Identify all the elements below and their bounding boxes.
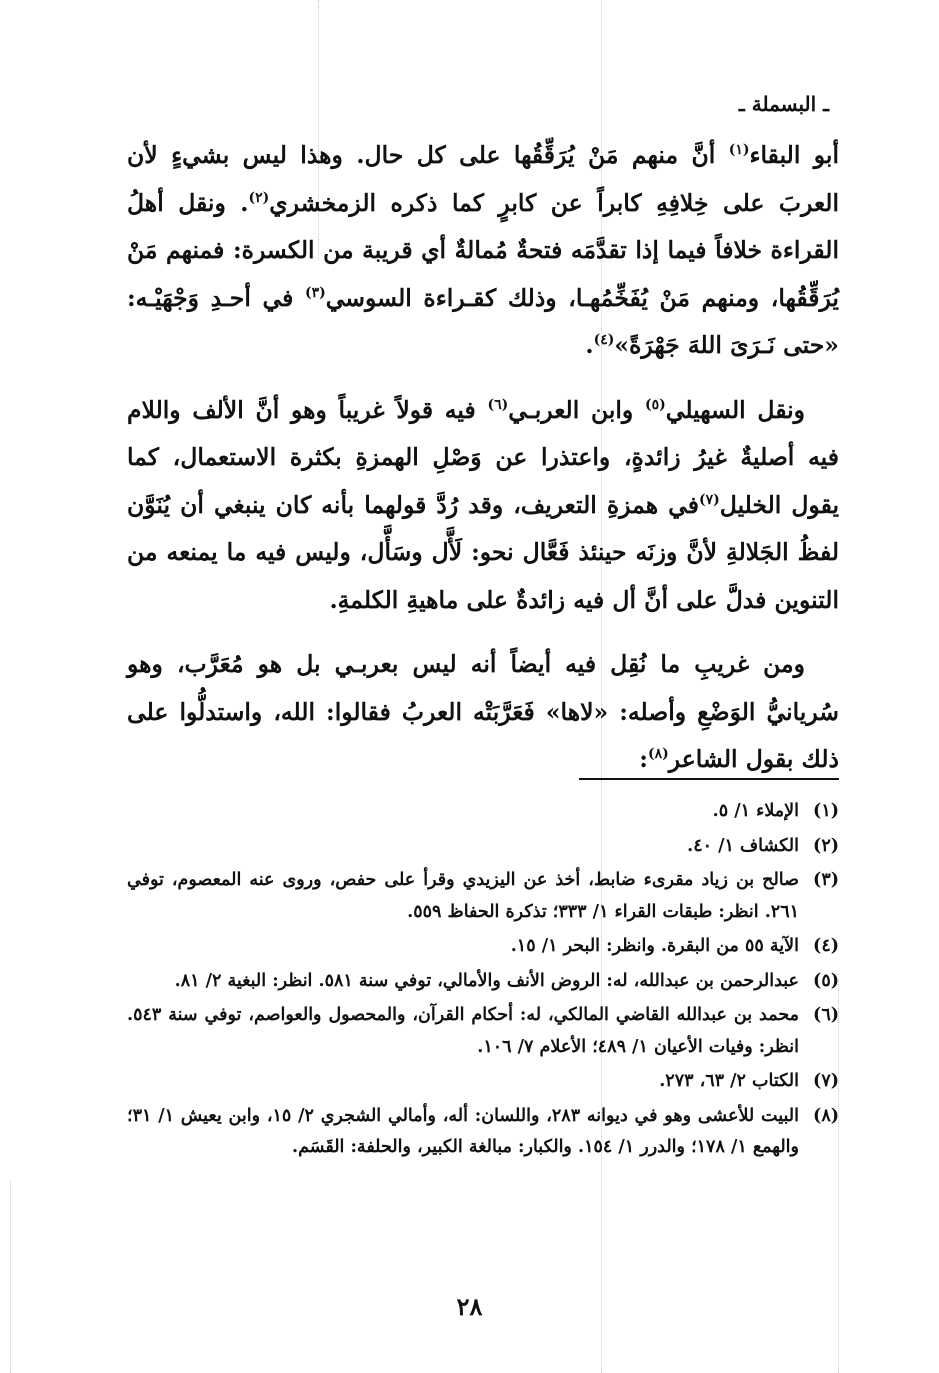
footnote-ref[interactable]: (٤)	[593, 332, 615, 349]
paragraph-2	[127, 387, 839, 625]
footnote-ref[interactable]: (٨)	[647, 746, 669, 763]
footnote-number: (٧)	[813, 1071, 839, 1091]
footnote-text: الآية ٥٥ من البقرة. وانظر: البحر ١/ ١٥.	[510, 936, 799, 956]
footnote-item	[127, 1101, 839, 1164]
footnote-item	[127, 796, 839, 828]
footnote-ref[interactable]: (٦)	[487, 396, 509, 413]
footnote-text: صالح بن زياد مقرىء ضابط، أخذ عن اليزيدي وقرأ على حفص، وروى عنه المعصوم، توفي ٢٦١. انظر: طبقات القراء ١/ ٣٣٣؛ تذكرة الحفاظ ٥٥٩.	[127, 870, 799, 922]
footnote-item	[127, 966, 839, 998]
footnote-divider	[579, 778, 839, 780]
footnote-number: (٢)	[813, 835, 839, 856]
footnote-item	[127, 931, 839, 963]
scan-artifact-line	[10, 1180, 11, 1373]
footnote-number: (٦)	[813, 1005, 839, 1025]
paragraph-3	[127, 641, 839, 784]
footnote-number: (٥)	[813, 970, 839, 991]
footnote-ref[interactable]: (٣)	[304, 284, 326, 301]
text-segment: .	[585, 331, 594, 359]
running-head: ـ البسملة ـ	[738, 92, 829, 116]
text-segment: :	[639, 745, 648, 773]
text-segment: أبو البقاء	[749, 141, 839, 169]
footnote-text: الكتاب ٢/ ٦٣، ٢٧٣.	[659, 1071, 799, 1091]
footnote-ref[interactable]: (٥)	[644, 396, 666, 413]
text-segment: أنَّ منهم مَنْ يُرَقِّقُها على كل حال. وهذا ليس بشيءٍ لأن العربَ على خِلافِهِ كابراً عن كابرٍ كما ذكره الزمخشري	[127, 141, 839, 217]
text-segment: في أحـدِ وَجْهَيْـه: «حتى نَـرَىَ اللهَ جَهْرَةً»	[127, 283, 839, 359]
footnote-item	[127, 831, 839, 863]
footnote-text: البيت للأعشى وهو في ديوانه ٢٨٣، واللسان: أله، وأمالي الشجري ٢/ ١٥، وابن يعيش ١/ ٣١؛ والهمع ١/ ١٧٨؛ والدرر ١/ ١٥٤. والكبار: مبالغة الكبير، والحلفة: القَسَم.	[127, 1105, 799, 1157]
page-number: ٢٨	[456, 1292, 483, 1321]
footnote-ref[interactable]: (٧)	[698, 491, 720, 508]
text-segment: وابن العربـي	[508, 395, 645, 424]
footnote-number: (٨)	[813, 1105, 839, 1126]
footnote-text: الكشاف ١/ ٤٠.	[687, 835, 799, 856]
footnote-text: الإملاء ١/ ٥.	[712, 801, 799, 821]
footnote-text: عبدالرحمن بن عبدالله، له: الروض الأنف والأمالي، توفي سنة ٥٨١. انظر: البغية ٢/ ٨١.	[174, 970, 799, 991]
text-segment: . ونقل أهلُ القراءة خلافاً فيما إذا تقدَّمَه فتحةٌ مُمالةٌ أي قريبة من الكسرة: فمنهم مَنْ يُرَقِّقُها، ومنهم مَنْ يُفَخِّمُهـا، وذلك كقـراءة السوسي	[127, 188, 839, 312]
footnote-item	[127, 865, 839, 928]
footnote-number: (٣)	[813, 870, 839, 890]
footnote-ref[interactable]: (١)	[728, 142, 750, 159]
paragraph-1	[127, 132, 839, 370]
text-segment: في همزةِ التعريف، وقد رُدَّ قولهما بأنه كان ينبغي أن يُنَوَّن لفظُ الجَلالةِ لأنَّ وزنَه حينئذ فَعَّال نحو: لَأَّل وسَأَّل، وليس فيه ما يمنعه من التنوين فدلَّ على أنَّ أل فيه زائدةٌ على ماهيةِ الكلمةِ.	[127, 490, 839, 614]
footnote-text: محمد بن عبدالله القاضي المالكي، له: أحكام القرآن، والمحصول والعواصم، توفي سنة ٥٤٣. انظر: وفيات الأعيان ١/ ٤٨٩؛ الأعلام ٧/ ١٠٦.	[127, 1005, 799, 1057]
text-segment: ونقل السهيلي	[665, 395, 805, 424]
footnote-number: (١)	[813, 801, 839, 821]
footnote-item	[127, 1066, 839, 1098]
main-text	[127, 132, 839, 784]
footnote-number: (٤)	[813, 936, 839, 956]
text-segment: ومن غريبِ ما نُقِل فيه أيضاً أنه ليس بعربـي بل هو مُعَرَّب، وهو سُريانيُّ الوَضْعِ وأصله: «لاها» فَعَرَّبَتْه العربُ فقالوا: الله، واستدلُّوا على ذلك بقول الشاعر	[127, 650, 839, 773]
text-segment: فيه قولاً غريباً وهو أنَّ الألف واللام فيه أصليةٌ غيرُ زائدةٍ، واعتذرا عن وَصْلِ الهمزةِ بكثرة الاستعمال، كما يقول الخليل	[127, 395, 839, 519]
footnotes	[127, 796, 839, 1167]
footnote-item	[127, 1000, 839, 1063]
footnote-ref[interactable]: (٢)	[248, 189, 270, 206]
